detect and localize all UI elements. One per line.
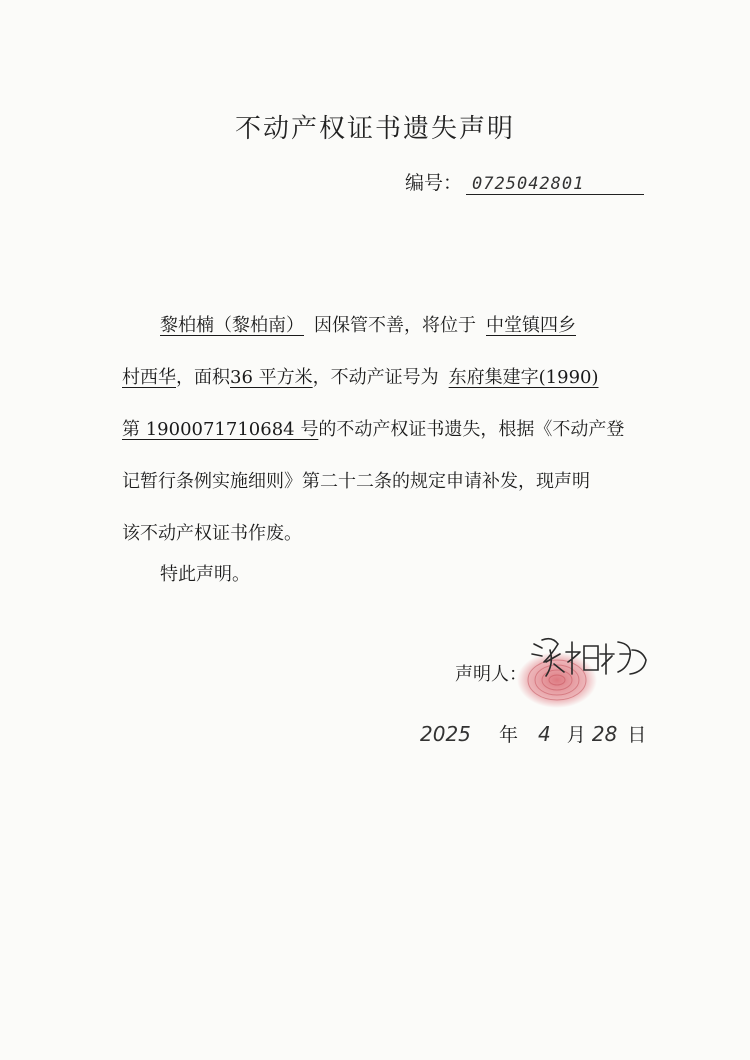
declarant-label: 声明人： (455, 664, 527, 685)
closing-statement: 特此声明。 (160, 564, 250, 585)
certificate-number-cont: 第 1900071710684 号 (122, 419, 319, 440)
certificate-number: 东府集建字(1990) (448, 367, 599, 388)
declarant (455, 660, 527, 686)
property-area: 36 平方米 (230, 367, 313, 388)
paragraph-text: ，面积 (176, 367, 230, 388)
paragraph-line-4: 记暂行条例实施细则》第二十二条的规定申请补发，现声明 (122, 471, 590, 492)
statement-paragraph (122, 300, 652, 560)
date-year: 2025 (420, 722, 471, 746)
paragraph-text: 的不动产权证书遗失，根据《不动产登 (318, 419, 625, 440)
date-day: 28 (591, 722, 618, 746)
signing-date (420, 720, 646, 747)
serial-value: 0725042801 (466, 174, 644, 195)
paragraph-text: 因保管不善，将位于 (314, 315, 476, 336)
paragraph-line-2 (122, 352, 652, 404)
paragraph-text: ，不动产证号为 (312, 367, 439, 388)
serial-number (405, 168, 644, 195)
paragraph-line-5: 该不动产权证书作废。 (122, 523, 302, 544)
paragraph-line-1 (122, 300, 652, 352)
serial-label: 编号： (405, 172, 463, 194)
paragraph-line-3 (122, 404, 652, 456)
property-location-cont: 村西华 (122, 367, 176, 388)
owner-name: 黎柏楠（黎柏南） (160, 315, 304, 336)
document-title: 不动产权证书遗失声明 (234, 114, 515, 144)
day-label: 日 (627, 724, 647, 746)
handwritten-signature (528, 632, 658, 682)
month-label: 月 (566, 724, 586, 746)
property-location: 中堂镇四乡 (486, 315, 576, 336)
date-month: 4 (538, 722, 551, 746)
year-label: 年 (498, 724, 518, 746)
